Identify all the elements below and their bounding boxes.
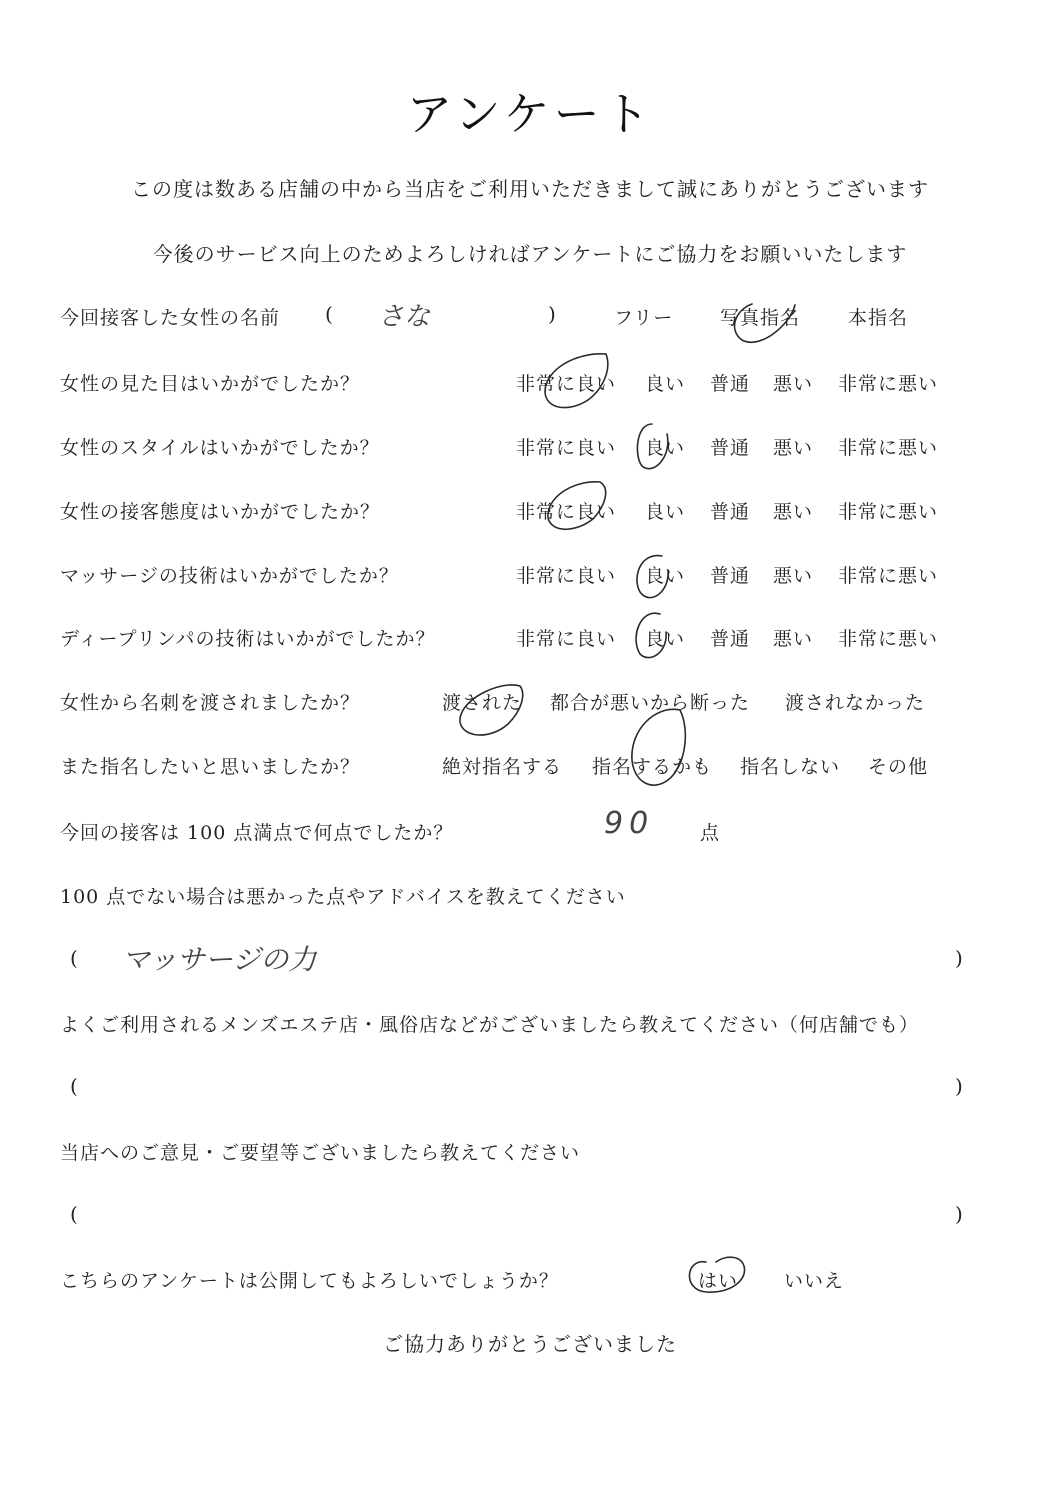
name-question-label: 今回接客した女性の名前 [60,307,281,329]
advice-paren-open: ( [70,946,78,970]
repeat-question-label: また指名したいと思いましたか？ [60,756,361,778]
name-option-main[interactable]: 本指名 [848,307,909,329]
score-unit: 点 [700,822,721,844]
name-answer[interactable]: さな [378,302,431,332]
survey-title: アンケート [406,87,654,141]
rating-option-looks-good[interactable]: 良い [645,373,686,395]
rating-option-attitude-bad[interactable]: 悪い [773,501,814,523]
intro-line-1: この度は数ある店舗の中から当店をご利用いただきまして誠にありがとうございます [131,177,929,201]
advice-question-label: 100 点でない場合は悪かった点やアドバイスを教えてください [60,886,626,908]
opinion-question-label: 当店へのご意見・ご要望等ございましたら教えてください [60,1142,581,1164]
rating-option-looks-very-good[interactable]: 非常に良い [516,373,617,395]
rating-question-attitude: 女性の接客態度はいかがでしたか？ [60,501,381,523]
publish-option-no[interactable]: いいえ [784,1270,845,1292]
score-question-label: 今回の接客は 100 点満点で何点でしたか？ [60,822,454,844]
rating-option-style-very-bad[interactable]: 非常に悪い [838,437,939,459]
rating-question-looks: 女性の見た目はいかがでしたか？ [60,373,361,395]
closing-message: ご協力ありがとうございました [383,1332,677,1356]
card-option-received[interactable]: 渡された [442,692,523,714]
advice-answer[interactable]: マッサージの力 [122,943,317,976]
rating-option-style-average[interactable]: 普通 [710,437,751,459]
rating-question-lymph: ディープリンパの技術はいかがでしたか？ [60,628,436,650]
intro-line-2: 今後のサービス向上のためよろしければアンケートにご協力をお願いいたします [152,242,908,266]
rating-option-attitude-average[interactable]: 普通 [710,501,751,523]
name-paren-close: ) [548,302,556,326]
name-paren-open: ( [325,302,333,326]
card-option-declined[interactable]: 都合が悪いから断った [550,692,751,714]
shops-paren-close: ) [955,1074,963,1098]
card-question-label: 女性から名刺を渡されましたか？ [60,692,361,714]
rating-option-lymph-bad[interactable]: 悪い [773,628,814,650]
rating-option-massage-very-good[interactable]: 非常に良い [516,565,617,587]
name-option-free[interactable]: フリー [614,307,674,329]
rating-option-attitude-very-bad[interactable]: 非常に悪い [838,501,939,523]
rating-option-looks-very-bad[interactable]: 非常に悪い [838,373,939,395]
rating-option-lymph-good[interactable]: 良い [645,628,686,650]
rating-option-massage-average[interactable]: 普通 [710,565,751,587]
repeat-option-definitely[interactable]: 絶対指名する [442,756,563,778]
publish-option-yes[interactable]: はい [698,1270,739,1292]
advice-paren-close: ) [955,946,963,970]
repeat-option-other[interactable]: その他 [868,756,929,778]
shops-paren-open: ( [70,1074,78,1098]
rating-option-massage-very-bad[interactable]: 非常に悪い [838,565,939,587]
repeat-option-no[interactable]: 指名しない [740,756,841,778]
rating-option-massage-bad[interactable]: 悪い [773,565,814,587]
repeat-option-maybe[interactable]: 指名するかも [592,756,713,778]
rating-option-lymph-average[interactable]: 普通 [710,628,751,650]
rating-option-lymph-very-good[interactable]: 非常に良い [516,628,617,650]
rating-option-lymph-very-bad[interactable]: 非常に悪い [838,628,939,650]
opinion-paren-close: ) [955,1202,963,1226]
rating-question-style: 女性のスタイルはいかがでしたか？ [60,437,380,459]
rating-option-style-bad[interactable]: 悪い [773,437,814,459]
rating-option-style-very-good[interactable]: 非常に良い [516,437,617,459]
rating-option-style-good[interactable]: 良い [645,437,686,459]
shops-question-label: よくご利用されるメンズエステ店・風俗店などがございましたら教えてください（何店舗でも） [60,1014,920,1036]
rating-option-looks-bad[interactable]: 悪い [773,373,814,395]
score-value[interactable]: 90 [604,806,655,841]
card-option-not-received[interactable]: 渡されなかった [785,692,926,714]
name-option-photo[interactable]: 写真指名 [720,307,801,329]
publish-question-label: こちらのアンケートは公開してもよろしいでしょうか？ [60,1270,559,1292]
rating-option-attitude-very-good[interactable]: 非常に良い [516,501,617,523]
rating-question-massage: マッサージの技術はいかがでしたか？ [60,565,399,587]
rating-option-attitude-good[interactable]: 良い [645,501,686,523]
opinion-paren-open: ( [70,1202,78,1226]
rating-option-massage-good[interactable]: 良い [645,565,686,587]
rating-option-looks-average[interactable]: 普通 [710,373,751,395]
